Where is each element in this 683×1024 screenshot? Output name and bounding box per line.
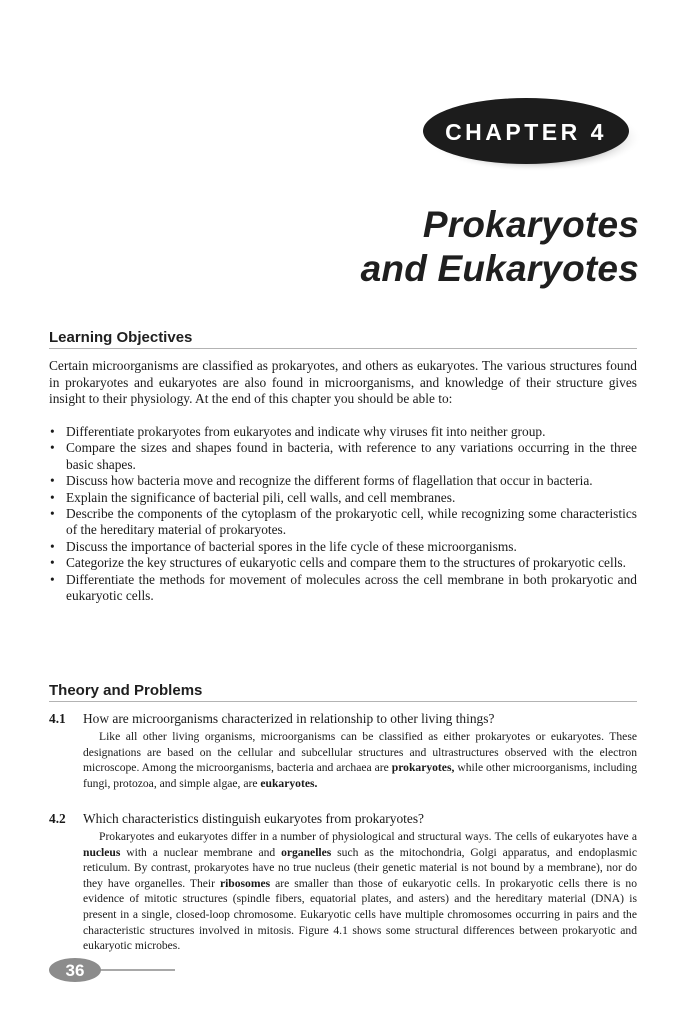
list-item — [49, 473, 637, 489]
question-number: 4.2 — [49, 811, 66, 826]
chapter-badge-text: CHAPTER 4 — [445, 119, 607, 145]
answer-text: with a nuclear membrane and — [120, 845, 282, 859]
bullet-icon: • — [50, 555, 55, 571]
page-number: 36 — [65, 961, 85, 980]
bullet-icon: • — [50, 424, 55, 439]
answer-4-2 — [83, 829, 637, 954]
answer-bold-term: eukaryotes. — [260, 776, 318, 790]
answer-text: while other microorganisms, including fungi, protozoa, and simple algae, are — [83, 761, 638, 790]
question-number: 4.1 — [49, 711, 66, 726]
chapter-badge — [420, 92, 642, 174]
section-divider — [49, 701, 637, 702]
answer-bold-term: ribosomes — [219, 876, 271, 890]
list-item-text: Categorize the key structures of eukaryotic cells and compare them to the structures of prokaryotic cells. — [66, 555, 626, 571]
bullet-icon: • — [50, 489, 55, 505]
page-number-tab — [49, 958, 177, 982]
learning-objectives-heading: Learning Objectives — [49, 329, 193, 346]
list-item — [49, 440, 637, 473]
learning-objectives-list — [49, 424, 637, 604]
section-divider — [49, 348, 637, 349]
question-text: How are microorganisms characterized in relationship to other living things? — [83, 711, 495, 726]
list-item-text: Discuss the importance of bacterial spores in the life cycle of these microorganisms. — [66, 538, 517, 554]
answer-text: are smaller than those of eukaryotic cells. In prokaryotic cells there is no evidence of mitotic structures (spindle fibers, equatorial plates, and asters) and the hereditary material (DNA) is present in a single, closed-loop chromosome. Eukaryotic cells have multiple chromosomes occurring in pairs and the characteristic structures involved in mitosis. Figure 4.1 shows some structural differences between prokaryotic and eukaryotic microbes. — [83, 876, 637, 953]
list-item-text: Describe the components of the cytoplasm of the prokaryotic cell, while recognizing some characteristics of the hereditary material of prokaryotes. — [66, 506, 637, 538]
theory-problems-heading: Theory and Problems — [49, 682, 203, 699]
question-4-2 — [49, 810, 637, 827]
bullet-icon: • — [50, 538, 55, 554]
answer-bold-term: prokaryotes, — [391, 761, 455, 775]
chapter-title-line-1: Prokaryotes — [422, 204, 639, 245]
list-item-text: Differentiate prokaryotes from eukaryotes and indicate why viruses fit into neither group. — [66, 424, 546, 439]
answer-bold-term: organelles — [281, 845, 332, 859]
list-item — [49, 506, 637, 539]
list-item — [49, 555, 637, 571]
chapter-title-line-2: and Eukaryotes — [360, 248, 639, 289]
answer-text: Like all other living organisms, microorganisms can be classified as either prokaryotes or eukaryotes. These designations are based on the cellular and subcellular structures and ultrastructures observed with the electron microscope. Among the microorganisms, bacteria and archaea are — [83, 730, 637, 775]
bullet-icon: • — [50, 571, 55, 587]
list-item-text: Discuss how bacteria move and recognize the different forms of flagellation that occur in bacteria. — [66, 473, 593, 489]
answer-text: such as the mitochondria, Golgi apparatus, and endoplasmic reticulum. By contrast, prokaryotes have no true nucleus (their genetic material is not bound by a membrane), nor do they have organelles. Their — [83, 845, 638, 890]
list-item — [49, 490, 637, 506]
answer-4-1 — [83, 729, 637, 791]
answer-bold-term: nucleus — [83, 845, 121, 859]
question-4-1 — [49, 710, 637, 727]
answer-text: Prokaryotes and eukaryotes differ in a number of physiological and structural ways. The cells of eukaryotes have a — [99, 830, 637, 843]
bullet-icon: • — [50, 506, 55, 522]
bullet-icon: • — [50, 440, 55, 456]
list-item-text: Differentiate the methods for movement of molecules across the cell membrane in both prokaryotic and eukaryotic cells. — [66, 571, 637, 604]
list-item — [49, 572, 637, 605]
list-item-text: Compare the sizes and shapes found in bacteria, with reference to any variations occurring in the three basic shapes. — [66, 440, 637, 472]
learning-objectives-intro: Certain microorganisms are classified as prokaryotes, and others as eukaryotes. The various structures found in prokaryotes and eukaryotes are also found in microorganisms, and knowledge of their structure gives insight to their physiology. At the end of this chapter you should be able to: — [49, 358, 637, 407]
bullet-icon: • — [50, 473, 55, 489]
list-item — [49, 424, 637, 440]
list-item-text: Explain the significance of bacterial pili, cell walls, and cell membranes. — [66, 489, 456, 505]
question-text: Which characteristics distinguish eukaryotes from prokaryotes? — [83, 811, 424, 826]
list-item — [49, 539, 637, 555]
chapter-title — [361, 203, 639, 291]
